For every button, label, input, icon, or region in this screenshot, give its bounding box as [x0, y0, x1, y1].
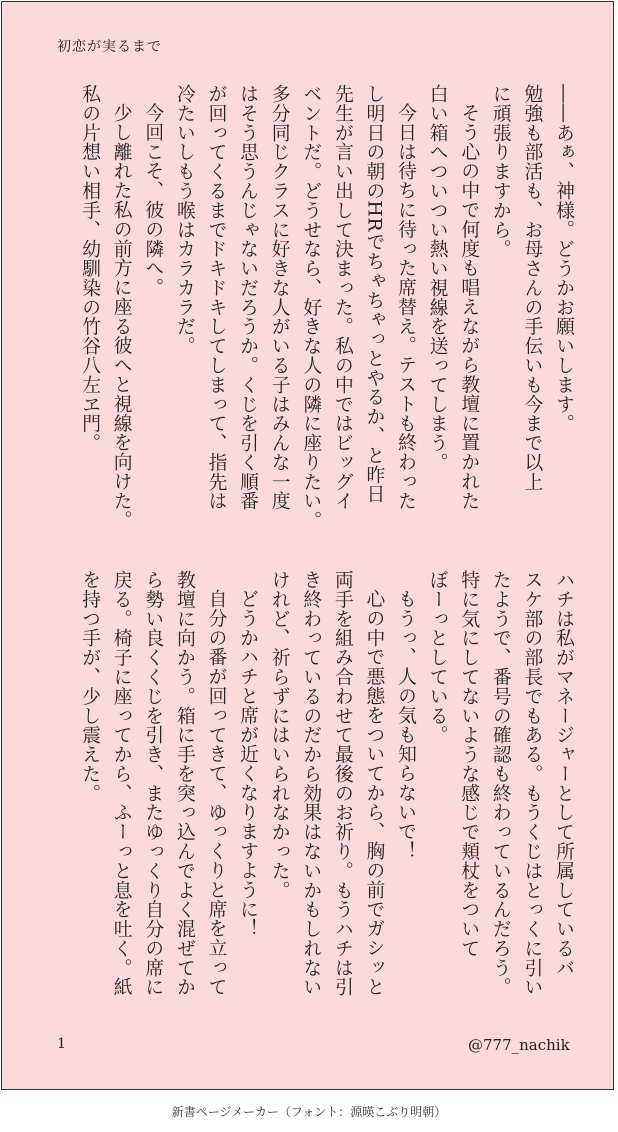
page: [1, 1, 614, 1090]
author-handle: @777_nachik: [468, 1036, 570, 1054]
text-line: 戻る。椅子に座ってから、ふーっと息を吐く。紙: [110, 570, 132, 997]
text-line: どうかハチと席が近くなりますように！: [237, 588, 259, 938]
text-line: 少し離れた私の前方に座る彼へと視線を向けた。: [110, 102, 132, 530]
text-line: 白い箱へついつい熱い視線を送ってしまう。: [426, 84, 448, 472]
text-line: けれど、祈らずにはいられなかった。: [268, 570, 290, 900]
text-line: き終わっているのだから効果はないかもしれない: [300, 570, 322, 997]
page-number: 1: [57, 1036, 66, 1052]
text-line: たようで、番号の確認も終わっているんだろう。: [489, 570, 511, 997]
text-line: し明日の朝のHRでちゃちゃっとやるか、と昨日: [363, 84, 385, 504]
text-line: スケ部の部長でもある。もうくじはとっくに引い: [521, 570, 543, 997]
text-line: そう心の中で何度も唱えながら教壇に置かれた: [458, 102, 480, 510]
text-line: 勉強も部活も、お母さんの手伝いも今まで以上: [521, 84, 543, 492]
text-line: 教壇に向かう。箱に手を突っ込んでよく混ぜてか: [173, 570, 195, 997]
text-line: ――あぁ、神様。どうかお願いします。: [553, 84, 574, 434]
text-line: 今日は待ちに待った席替え。テストも終わった: [395, 102, 417, 510]
text-line: 私の片想い相手、幼馴染の竹谷八左ヱ門。: [79, 84, 101, 453]
text-line: 多分同じクラスに好きな人がいる子はみんな一度: [268, 84, 290, 511]
text-line: が回ってくるまでドキドキしてしまって、指先は: [205, 84, 227, 511]
text-line: を持つ手が、少し震えた。: [79, 570, 101, 803]
text-line: 先生が言い出して決まった。私の中ではビッグイ: [331, 84, 353, 511]
text-line: ベントだ。どうせなら、好きな人の隣に座りたい。: [300, 84, 322, 530]
text-line: に頑張りますから。: [489, 84, 511, 259]
text-line: ぼーっとしている。: [426, 570, 448, 745]
text-line: 特に気にしてないような感じで頬杖をついて: [458, 570, 480, 958]
text-block-bottom: [74, 570, 580, 1040]
footer-credit: 新書ページメーカー（フォント：源暎こぶり明朝）: [171, 1105, 447, 1119]
text-block-top: [74, 84, 580, 554]
text-line: ら勢い良くくじを引き、またゆっくり自分の席に: [142, 570, 164, 997]
text-line: はそう思うんじゃないだろうか。くじを引く順番: [237, 84, 259, 511]
text-line: 冷たいしもう喉はカラカラだ。: [173, 84, 195, 356]
text-line: 両手を組み合わせて最後のお祈り。もうハチは引: [331, 570, 353, 997]
text-line: 自分の番が回ってきて、ゆっくりと席を立って: [205, 588, 227, 996]
text-line: 今回こそ、彼の隣へ。: [142, 102, 164, 297]
text-line: 心の中で悪態をついてから、胸の前でガシッと: [363, 588, 385, 996]
page-header: 初恋が実るまで: [57, 39, 162, 55]
text-line: ハチは私がマネージャーとして所属しているバ: [553, 570, 574, 978]
text-line: もうっ、人の気も知らないで！: [395, 588, 417, 861]
